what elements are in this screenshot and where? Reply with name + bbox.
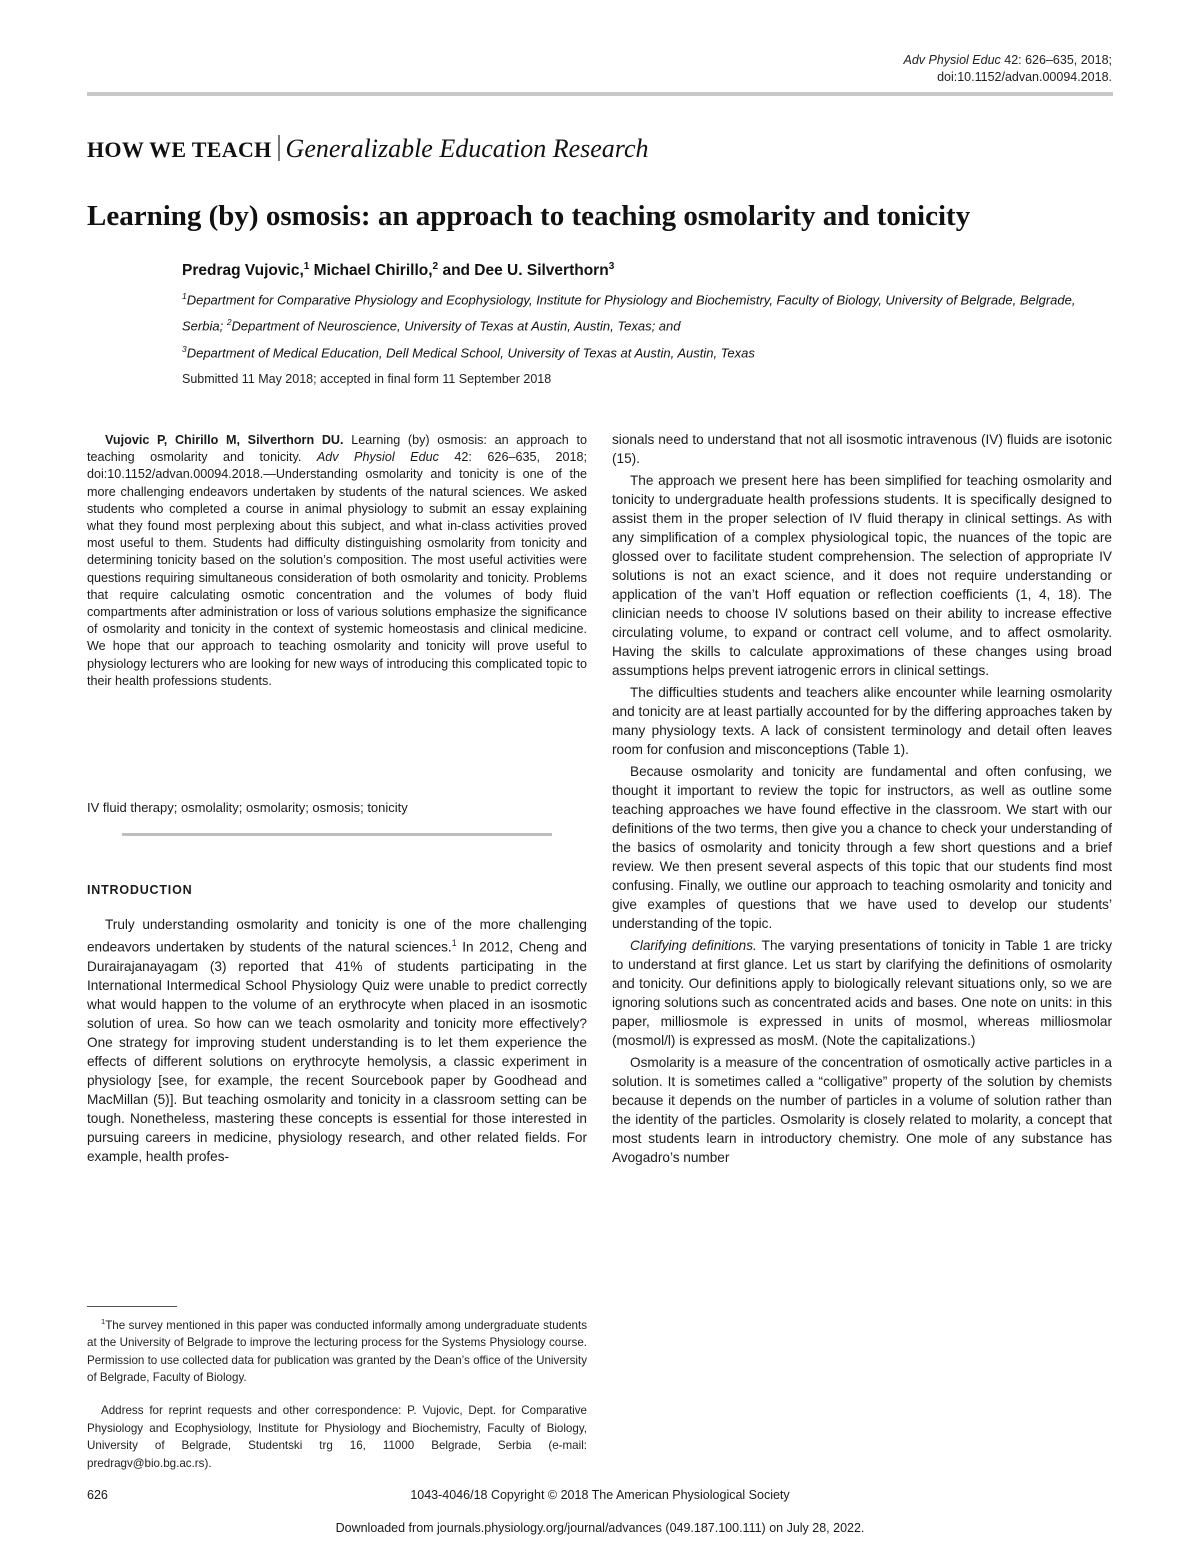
paragraph-text: The varying presentations of tonicity in Table 1 are tricky to understand at first glance. Let us start by clarifying the definitions of osmolarity and tonicity. Our definitions apply to biologically relevant situations only, so we are ignoring solutions such as concentrated acids and bases. One note on units: in this paper, milliosmole is expressed in units of mosmol, whereas milliosmolar (mosmol/l) is expressed as mosM. (Note the capitalizations.) (612, 938, 1112, 1048)
paragraph-text: In 2012, Cheng and Durairajanayagam (3) reported that 41% of students participating in the International Intermedical School Physiology Quiz were unable to predict correctly what would happen to the volume of an erythrocyte when placed in an isosmotic solution of urea. So how can we teach osmolarity and tonicity more effectively? One strategy for improving student understanding is to let them experience the effects of different solutions on erythrocyte hemolysis, a classic experiment in physiology [see, for example, the recent Sourcebook paper by Goodhead and MacMillan (5)]. But teaching osmolarity and tonicity in a classroom setting can be tough. Nonetheless, mastering these concepts is essential for those interested in pursuing careers in medicine, physiology research, and other related fields. For example, health profes- (87, 939, 587, 1164)
paragraph: Osmolarity is a measure of the concentration of osmotically active particles in a solution. It is sometimes called a “colligative” property of the solution by chemists because it depends on the number of particles in a volume of solution rather than the identity of the particles. Osmolarity is closely related to molarity, a concept that most students learn in introductory chemistry. One mole of any substance has Avogadro’s number (612, 1055, 1112, 1165)
submission-dates: Submitted 11 May 2018; accepted in final form 11 September 2018 (182, 372, 552, 386)
paragraph-text: Truly understanding osmolarity and tonicity is one of the more challenging endeavors undertaken by students of the natural sciences. (87, 917, 587, 955)
footnote-marker: 1 (101, 1317, 106, 1326)
abstract (87, 432, 587, 690)
right-column-body (612, 430, 1112, 1170)
author-name: Michael Chirillo, (309, 262, 433, 280)
author-list (182, 261, 614, 280)
affil-marker: 2 (226, 317, 232, 328)
journal-name: Adv Physiol Educ (903, 53, 1001, 67)
paragraph (87, 915, 587, 1166)
section-heading (87, 134, 649, 164)
header-rule (87, 92, 1113, 96)
affiliation: Department of Medical Education, Dell Medical School, University of Texas at Austin, Austin, Texas (186, 344, 755, 360)
introduction-body (87, 915, 587, 1169)
affiliations (182, 285, 1112, 364)
footnote-rule (87, 1306, 177, 1307)
paragraph: sionals need to understand that not all isosmotic intravenous (IV) fluids are isotonic (15). (612, 432, 1112, 466)
abstract-body: 42: 626–635, 2018; doi:10.1152/advan.00094.2018.—Understanding osmolarity and tonicity is one of the more challenging endeavors undertaken by students of the natural sciences. We asked students who completed a course in animal physiology to submit an essay explaining what they found most perplexing about this subject, and what in-class activities proved most useful to them. Students had difficulty distinguishing osmolarity from tonicity and determining tonicity based on the solution’s composition. The most useful activities were questions requiring simultaneous consideration of both osmolarity and tonicity. Problems that require calculating osmotic concentration and the volumes of body fluid compartments after administration or loss of various solutions emphasize the significance of osmolarity and tonicity in the context of systemic homeostasis and clinical medicine. We hope that our approach to teaching osmolarity and tonicity will prove useful to physiology lecturers who are looking for new ways of introducing this complicated topic to their health professions students. (87, 450, 587, 688)
author-name: Predrag Vujovic, (182, 262, 304, 280)
section-label: HOW WE TEACH (87, 137, 272, 162)
author-affil-marker: 3 (608, 261, 615, 272)
paragraph: The approach we present here has been simplified for teaching osmolarity and tonicity to undergraduate health professions students. It is specifically designed to assist them in the proper selection of IV fluid therapy in clinical settings. As with any simplification of a complex physiological topic, the nuances of the topic are glossed over to facilitate student comprehension. The selection of appropriate IV solutions is not an exact science, and it does not require understanding or application of the van’t Hoff equation or reflection coefficients (1, 4, 18). The clinician needs to choose IV solutions based on their ability to increase effective circulating volume, to expand or contract cell volume, and to affect osmolarity. Having the skills to calculate approximations of these changes using broad assumptions helps prevent iatrogenic errors in clinical settings. (612, 473, 1112, 678)
abstract-rule (122, 833, 552, 836)
affiliation: Department of Neuroscience, University of Texas at Austin, Austin, Texas; and (231, 318, 681, 334)
journal-volume-pages: 42: 626–635, 2018; (1000, 53, 1112, 67)
author-affil-marker: 1 (303, 261, 310, 272)
doi[interactable]: doi:10.1152/advan.00094.2018. (937, 70, 1112, 84)
introduction-heading: INTRODUCTION (87, 883, 193, 897)
copyright-line: 1043-4046/18 Copyright © 2018 The American Physiological Society (410, 1488, 790, 1502)
affil-marker: 1 (182, 291, 187, 301)
section-divider (278, 135, 280, 161)
affiliation: Department for Comparative Physiology and Ecophysiology, Institute for Physiology and Biochemistry, Faculty of Biology, University of Belgrade, Belgrade, Serbia; (182, 292, 1076, 334)
footnote-1 (87, 1313, 587, 1387)
page-number: 626 (87, 1488, 108, 1502)
paragraph (612, 936, 1112, 1050)
paragraph: The difficulties students and teachers alike encounter while learning osmolarity and tonicity are at least partially accounted for by the differing approaches taken by many physiology texts. A lack of consistent terminology and detail often leaves room for confusion and misconceptions (Table 1). (612, 685, 1112, 757)
author-affil-marker: 2 (432, 261, 439, 272)
paragraph: Because osmolarity and tonicity are fundamental and often confusing, we thought it important to review the topic for instructors, as well as outline some teaching approaches we have found effective in the classroom. We start with our definitions of the two terms, then give you a chance to check your understanding of the basics of osmolarity and tonicity through a few short questions and a brief review. We then present several aspects of this topic that our students find most confusing. Finally, we outline our approach to teaching osmolarity and tonicity and give examples of questions that we have used to develop our students’ understanding of the topic. (612, 764, 1112, 931)
keywords: IV fluid therapy; osmolality; osmolarity; osmosis; tonicity (87, 800, 408, 815)
author-name: and Dee U. Silverthorn (438, 262, 609, 280)
affil-marker: 3 (182, 343, 187, 354)
footnote-text: The survey mentioned in this paper was conducted informally among undergraduate students at the University of Belgrade to improve the lecturing process for the Systems Physiology course. Permission to use collected data for publication was granted by the Dean’s office of the University of Belgrade, Faculty of Biology. (87, 1318, 587, 1385)
run-in-heading: Clarifying definitions. (630, 938, 757, 953)
abstract-journal: Adv Physiol Educ (316, 450, 439, 465)
journal-reference (904, 52, 1113, 86)
abstract-title: Learning (by) osmosis: an approach to teaching osmolarity and tonicity. (87, 433, 587, 465)
correspondence-note: Address for reprint requests and other correspondence: P. Vujovic, Dept. for Comparative Physiology and Ecophysiology, Institute for Physiology and Biochemistry, Faculty of Biology, University of Belgrade, Studentski trg 16, 11000 Belgrade, Serbia (e-mail: predragv@bio.bg.ac.rs). (87, 1404, 587, 1470)
download-notice: Downloaded from journals.physiology.org/journal/advances (049.187.100.111) on July 28, 2022. (335, 1521, 865, 1535)
section-subtitle: Generalizable Education Research (285, 134, 649, 163)
abstract-authors: Vujovic P, Chirillo M, Silverthorn DU. (105, 433, 344, 447)
footnote-marker[interactable]: 1 (451, 938, 457, 948)
article-title: Learning (by) osmosis: an approach to teaching osmolarity and tonicity (87, 200, 971, 232)
